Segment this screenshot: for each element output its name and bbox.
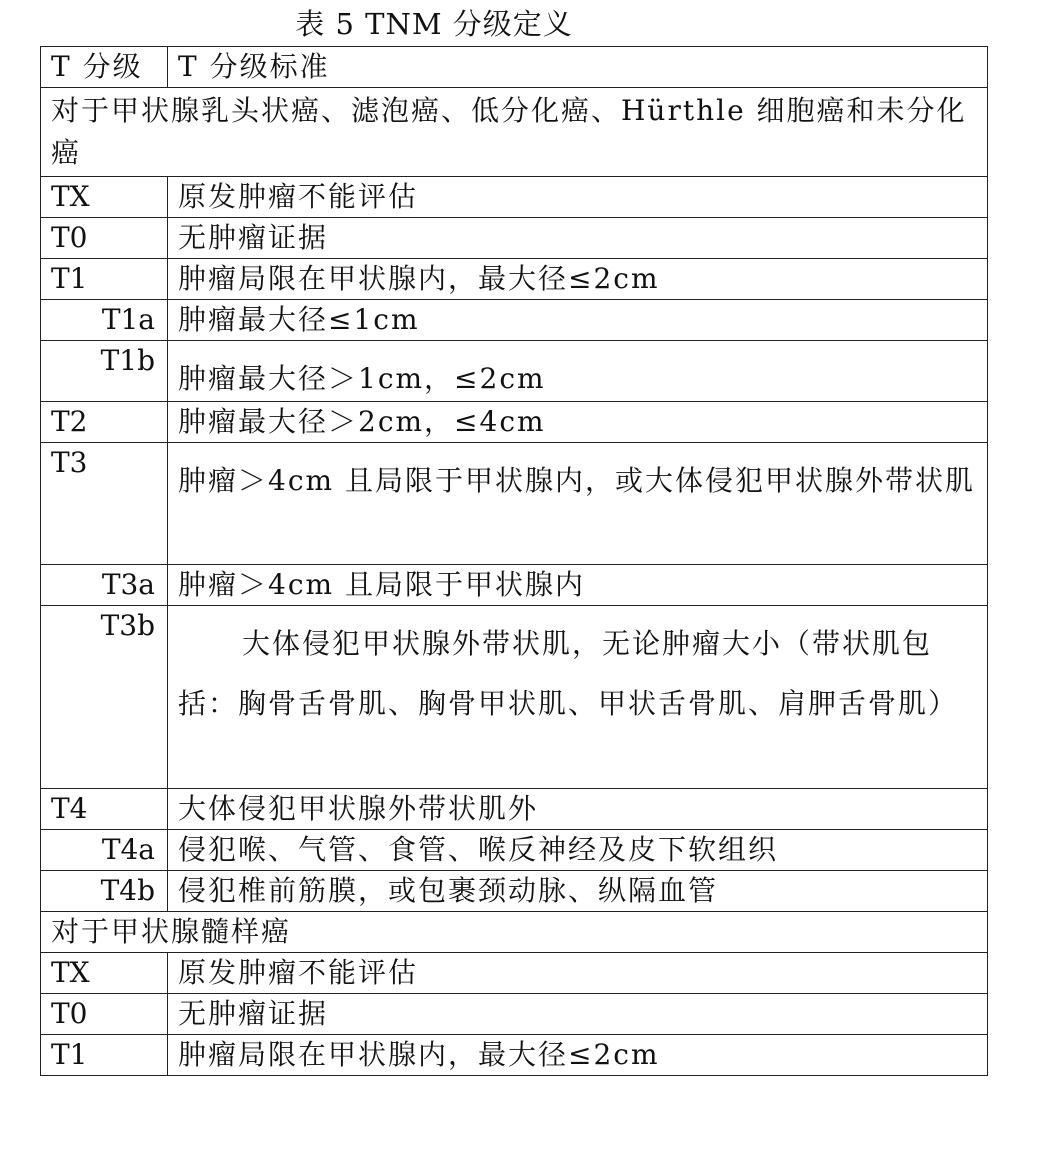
t-code: T3a	[41, 565, 168, 606]
table-row	[41, 300, 988, 341]
t-desc: 侵犯椎前筋膜，或包裹颈动脉、纵隔血管	[168, 871, 988, 912]
header-row	[41, 47, 988, 88]
table-row	[41, 565, 988, 606]
t-desc: 肿瘤局限在甲状腺内，最大径≤2cm	[168, 259, 988, 300]
t-desc: 肿瘤＞4cm 且局限于甲状腺内	[168, 565, 988, 606]
table-row	[41, 606, 988, 789]
table-row	[41, 1035, 988, 1076]
t-desc: 肿瘤最大径＞2cm，≤4cm	[168, 402, 988, 443]
table-row	[41, 218, 988, 259]
table-row	[41, 402, 988, 443]
table-row	[41, 177, 988, 218]
table-row	[41, 341, 988, 402]
table-row	[41, 259, 988, 300]
tnm-table	[40, 46, 988, 1076]
t-desc: 肿瘤局限在甲状腺内，最大径≤2cm	[168, 1035, 988, 1076]
section-title: 对于甲状腺乳头状癌、滤泡癌、低分化癌、Hürthle 细胞癌和未分化癌	[41, 88, 988, 177]
t-code: T1	[41, 259, 168, 300]
t-desc: 侵犯喉、气管、食管、喉反神经及皮下软组织	[168, 830, 988, 871]
table-row	[41, 443, 988, 565]
header-col2: T 分级标准	[168, 47, 988, 88]
section-title: 对于甲状腺髓样癌	[41, 912, 988, 953]
t-code: TX	[41, 177, 168, 218]
t-code: T0	[41, 218, 168, 259]
table-caption: 表 5 TNM 分级定义	[295, 7, 573, 41]
t-desc: 原发肿瘤不能评估	[168, 953, 988, 994]
t-code: T3	[41, 443, 168, 565]
t-code: T1	[41, 1035, 168, 1076]
table-row	[41, 830, 988, 871]
t-code: T4	[41, 789, 168, 830]
t-desc: 大体侵犯甲状腺外带状肌外	[168, 789, 988, 830]
t-code: T1b	[41, 341, 168, 402]
t-code: T0	[41, 994, 168, 1035]
t-desc: 肿瘤最大径≤1cm	[168, 300, 988, 341]
section-row	[41, 88, 988, 177]
t-code: T1a	[41, 300, 168, 341]
t-desc: 肿瘤最大径＞1cm，≤2cm	[168, 341, 988, 402]
table-row	[41, 953, 988, 994]
t-desc-text: 大体侵犯甲状腺外带状肌，无论肿瘤大小（带状肌包括：胸骨舌骨肌、胸骨甲状肌、甲状舌骨肌、肩胛舌骨肌）	[178, 627, 959, 720]
section-row	[41, 912, 988, 953]
t-desc: 原发肿瘤不能评估	[168, 177, 988, 218]
t-code: T4a	[41, 830, 168, 871]
t-code: T4b	[41, 871, 168, 912]
t-code: TX	[41, 953, 168, 994]
t-desc: 无肿瘤证据	[168, 218, 988, 259]
t-desc: 无肿瘤证据	[168, 994, 988, 1035]
t-code: T3b	[41, 606, 168, 789]
header-col1: T 分级	[41, 47, 168, 88]
t-desc: 肿瘤＞4cm 且局限于甲状腺内，或大体侵犯甲状腺外带状肌	[168, 443, 988, 565]
t-code: T2	[41, 402, 168, 443]
table-row	[41, 871, 988, 912]
t-desc	[168, 606, 988, 789]
table-row	[41, 789, 988, 830]
table-row	[41, 994, 988, 1035]
